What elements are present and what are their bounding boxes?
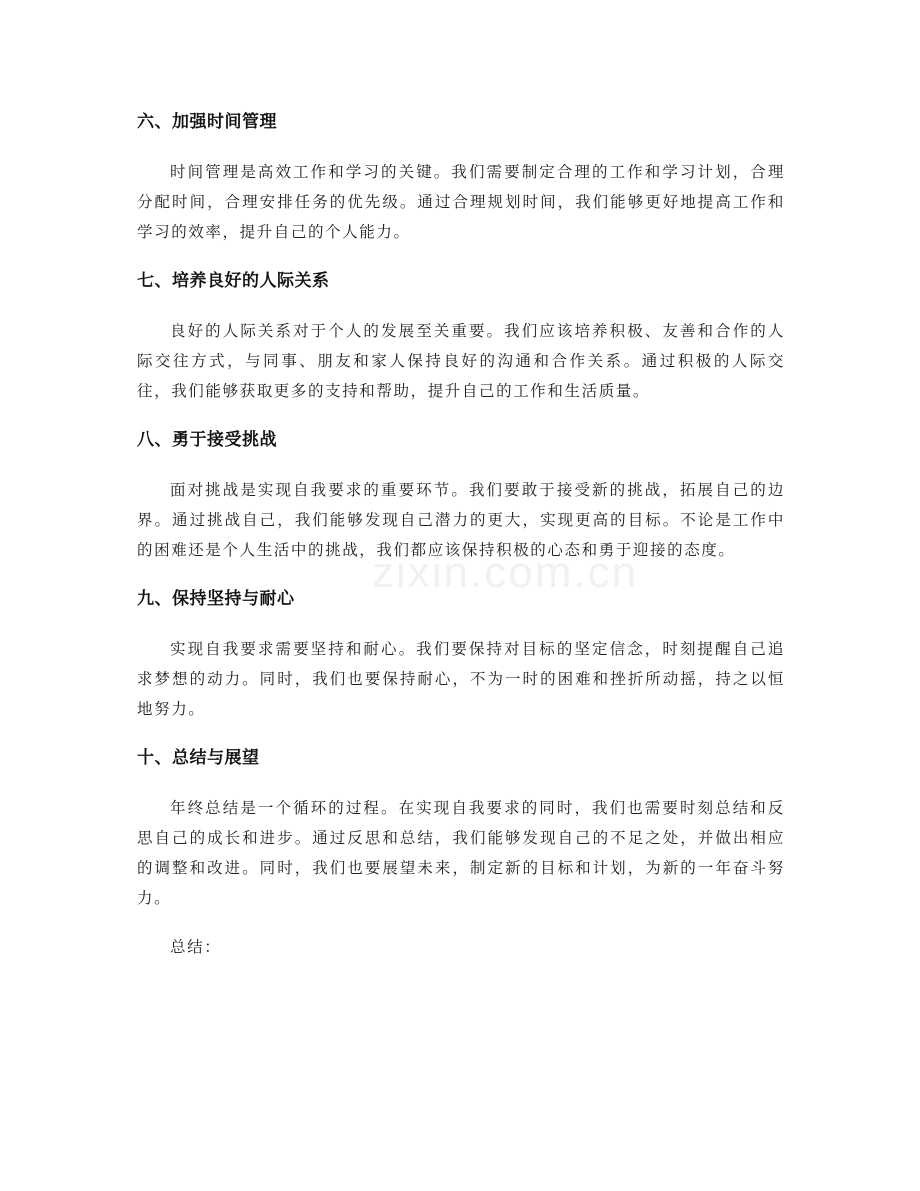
section-paragraph: 面对挑战是实现自我要求的重要环节。我们要敢于接受新的挑战，拓展自己的边界。通过挑战自己，我们能够发现自己潜力的更大，实现更高的目标。不论是工作中的困难还是个人生活中的挑战，我们都应该保持积极的心态和勇于迎接的态度。	[137, 481, 785, 559]
section-paragraph: 实现自我要求需要坚持和耐心。我们要保持对目标的坚定信念，时刻提醒自己追求梦想的动力。同时，我们也要保持耐心，不为一时的困难和挫折所动摇，持之以恒地努力。	[137, 640, 785, 718]
section-heading: 十、总结与展望	[137, 748, 260, 768]
section-paragraph: 时间管理是高效工作和学习的关键。我们需要制定合理的工作和学习计划，合理分配时间，合理安排任务的优先级。通过合理规划时间，我们能够更好地提高工作和学习的效率，提升自己的个人能力。	[137, 163, 785, 241]
section-time-management	[137, 107, 785, 247]
section-paragraph: 良好的人际关系对于个人的发展至关重要。我们应该培养积极、友善和合作的人际交往方式，与同事、朋友和家人保持良好的沟通和合作关系。通过积极的人际交往，我们能够获取更多的支持和帮助，提升自己的工作和生活质量。	[137, 322, 785, 400]
summary-label: 总结：	[170, 938, 222, 956]
section-relationships	[137, 266, 785, 406]
watermark: zixin.com.cn	[372, 548, 639, 597]
section-persistence	[137, 584, 785, 724]
section-paragraph: 年终总结是一个循环的过程。在实现自我要求的同时，我们也需要时刻总结和反思自己的成长和进步。通过反思和总结，我们能够发现自己的不足之处，并做出相应的调整和改进。同时，我们也要展望未来，制定新的目标和计划，为新的一年奋斗努力。	[137, 799, 785, 907]
section-heading: 九、保持坚持与耐心	[137, 589, 295, 609]
section-challenges	[137, 425, 785, 565]
section-heading: 八、勇于接受挑战	[137, 430, 277, 450]
section-heading: 六、加强时间管理	[137, 112, 277, 132]
section-summary-outlook	[137, 743, 785, 913]
document-body	[137, 107, 785, 962]
section-heading: 七、培养良好的人际关系	[137, 271, 330, 291]
